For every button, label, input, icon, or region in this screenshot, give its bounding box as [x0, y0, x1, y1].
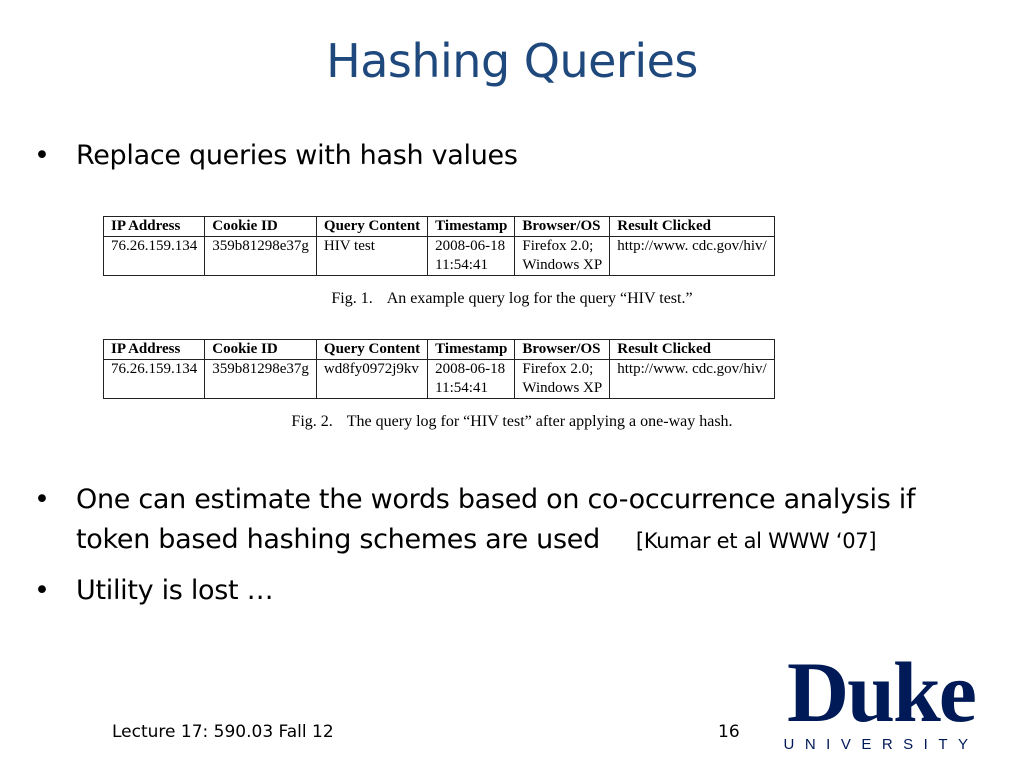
caption-text: An example query log for the query “HIV test.”: [386, 290, 693, 307]
column-header: Browser/OS: [515, 217, 610, 237]
table-cell-ip: 76.26.159.134: [104, 360, 205, 399]
bullet-text: Utility is lost …: [76, 575, 274, 606]
table-cell-result: http://www. cdc.gov/hiv/: [610, 237, 774, 276]
column-header: Query Content: [316, 217, 427, 237]
column-header: Browser/OS: [515, 340, 610, 360]
bullet-text: Replace queries with hash values: [76, 140, 518, 171]
table-header-row: [104, 217, 775, 237]
column-header: Result Clicked: [610, 340, 774, 360]
column-header: Cookie ID: [205, 340, 317, 360]
bullet-list-bottom: [34, 480, 974, 611]
table-cell-query: HIV test: [316, 237, 427, 276]
column-header: Timestamp: [428, 217, 515, 237]
table-cell-browser: Firefox 2.0; Windows XP: [515, 360, 610, 399]
logo-subtitle: UNIVERSITY: [783, 736, 979, 753]
bullet-item: [34, 480, 974, 561]
page-number: 16: [718, 722, 740, 742]
table-cell-timestamp: 2008-06-18 11:54:41: [428, 237, 515, 276]
table-cell-result: http://www. cdc.gov/hiv/: [610, 360, 774, 399]
column-header: Cookie ID: [205, 217, 317, 237]
figure-2-table: [103, 339, 775, 399]
figure-2-caption: [0, 413, 1024, 431]
column-header: Timestamp: [428, 340, 515, 360]
table-header-row: [104, 340, 775, 360]
table-cell-cookie: 359b81298e37g: [205, 237, 317, 276]
bullet-glyph: •: [34, 575, 50, 606]
figure-1-table: [103, 216, 775, 276]
duke-university-logo: [765, 644, 997, 753]
caption-text: The query log for “HIV test” after applying a one-way hash.: [346, 413, 733, 430]
table-cell-cookie: 359b81298e37g: [205, 360, 317, 399]
bullet-glyph: •: [34, 140, 50, 171]
figure-1-caption: [0, 290, 1024, 308]
column-header: Query Content: [316, 340, 427, 360]
bullet-text: One can estimate the words based on co-occurrence analysis if token based hashing schemes are used: [76, 484, 916, 555]
footer-lecture: Lecture 17: 590.03 Fall 12: [112, 722, 334, 742]
query-log-table: [103, 216, 775, 276]
column-header: IP Address: [104, 340, 205, 360]
table-cell-ip: 76.26.159.134: [104, 237, 205, 276]
caption-label: Fig. 1.: [331, 290, 373, 307]
hashed-query-log-table: [103, 339, 775, 399]
table-cell-query: wd8fy0972j9kv: [316, 360, 427, 399]
slide-title: Hashing Queries: [326, 34, 698, 88]
column-header: Result Clicked: [610, 217, 774, 237]
bullet-item: [34, 136, 974, 176]
table-row: [104, 237, 775, 276]
bullet-list-top: [34, 136, 974, 176]
table-cell-timestamp: 2008-06-18 11:54:41: [428, 360, 515, 399]
caption-label: Fig. 2.: [291, 413, 333, 430]
bullet-item: [34, 571, 974, 611]
table-row: [104, 360, 775, 399]
table-cell-browser: Firefox 2.0; Windows XP: [515, 237, 610, 276]
citation: [Kumar et al WWW ‘07]: [635, 529, 877, 553]
column-header: IP Address: [104, 217, 205, 237]
bullet-glyph: •: [34, 484, 50, 515]
logo-wordmark: Duke: [787, 644, 975, 740]
